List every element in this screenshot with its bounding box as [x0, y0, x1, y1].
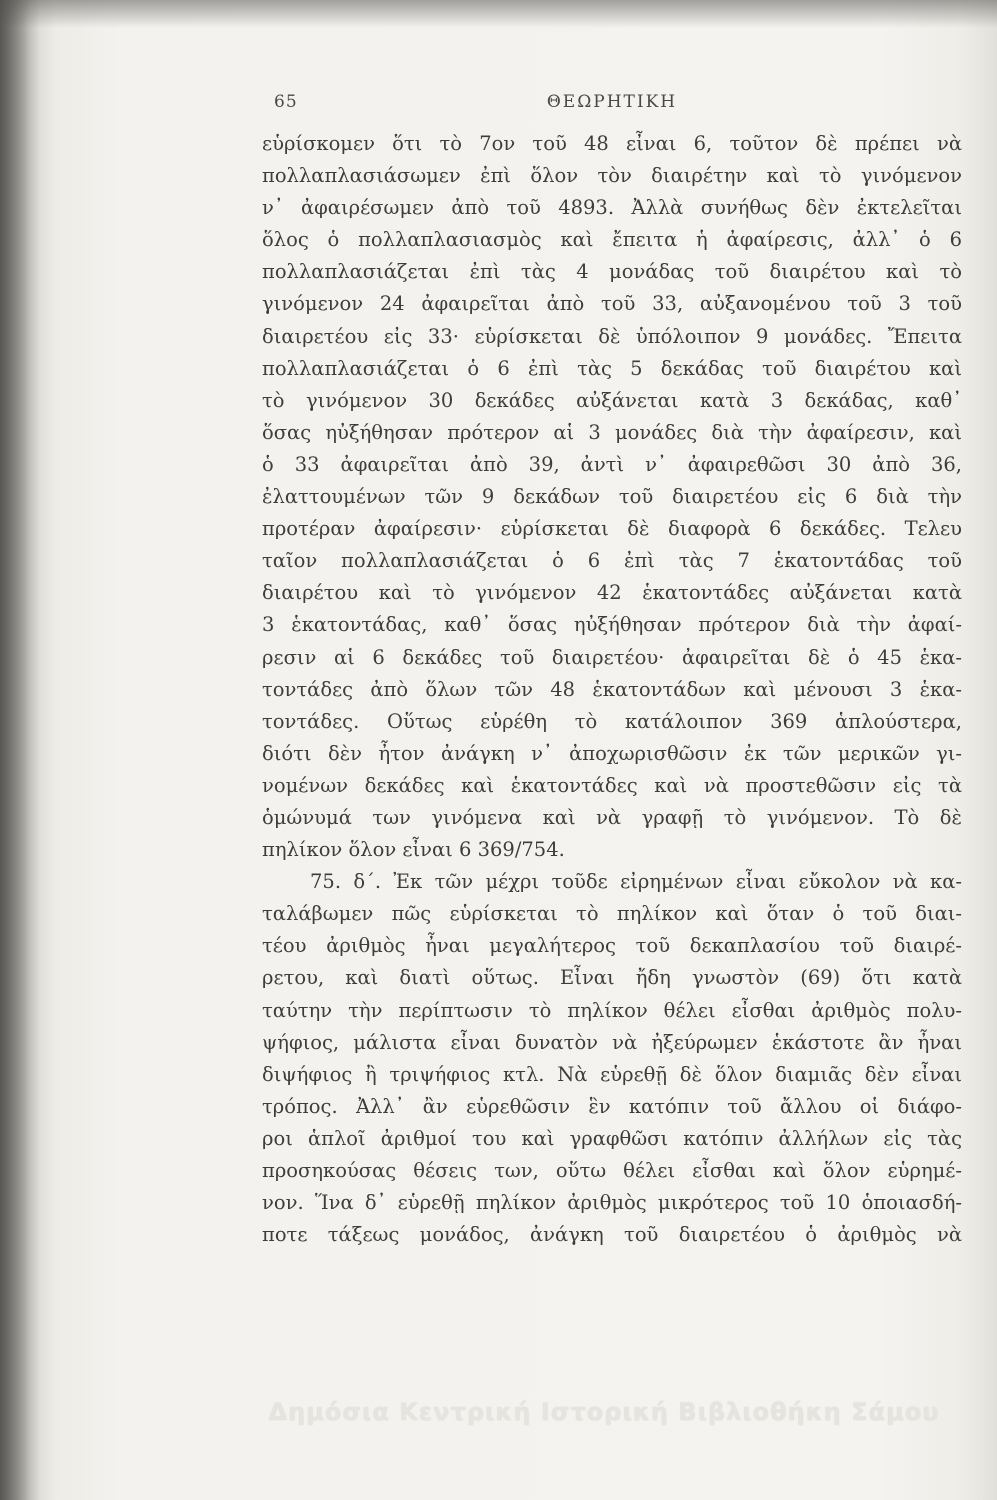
text-line: πηλίκον ὅλον εἶναι 6 369/754. — [262, 838, 565, 862]
top-edge-shadow — [0, 0, 997, 28]
text-line: διαιρέτου καὶ τὸ γινόμενον 42 ἑκατοντάδες αὐξάνεται κατὰ — [262, 581, 962, 605]
text-line: διότι δὲν ἦτον ἀνάγκη ν᾽ ἀποχωρισθῶσιν ἐκ τῶν μερικῶν γι- — [262, 741, 962, 765]
text-line: ὅσας ηὐξήθησαν πρότερον αἱ 3 μονάδες διὰ τὴν ἀφαίρεσιν, καὶ — [262, 420, 962, 444]
text-line: ὅλος ὁ πολλαπλασιασμὸς καὶ ἔπειτα ἡ ἀφαίρεσις, ἀλλ᾽ ὁ 6 — [262, 228, 962, 252]
text-line: πολλαπλασιάσωμεν ἐπὶ ὅλον τὸν διαιρέτην καὶ τὸ γινόμενον — [262, 164, 962, 188]
page-number: 65 — [274, 92, 298, 112]
text-line: τοντάδες. Οὕτως εὑρέθη τὸ κατάλοιπον 369 ἁπλούστερα, — [262, 709, 962, 733]
text-line: εὑρίσκομεν ὅτι τὸ 7ον τοῦ 48 εἶναι 6, τοῦτον δὲ πρέπει νὰ — [262, 132, 962, 155]
text-line: ἐλαττουμένων τῶν 9 δεκάδων τοῦ διαιρετέου εἰς 6 διὰ τὴν — [262, 485, 962, 509]
page-content — [262, 92, 962, 1251]
text-line: ὁ 33 ἀφαιρεῖται ἀπὸ 39, ἀντὶ ν᾽ ἀφαιρεθῶσι 30 ἀπὸ 36, — [262, 452, 962, 476]
text-line: προσηκούσας θέσεις των, οὕτω θέλει εἶσθαι καὶ ὅλον εὑρημέ- — [262, 1159, 962, 1182]
book-spine-shadow — [0, 0, 40, 1500]
text-line: νομένων δεκάδες καὶ ἑκατοντάδες καὶ νὰ προστεθῶσιν εἰς τὰ — [262, 773, 962, 797]
text-line: τὸ γινόμενον 30 δεκάδες αὐξάνεται κατὰ 3 δεκάδας, καθ᾽ — [262, 388, 962, 412]
text-line: πολλαπλασιάζεται ὁ 6 ἐπὶ τὰς 5 δεκάδας τοῦ διαιρέτου καὶ — [262, 356, 962, 380]
running-title: ΘΕΩΡΗΤΙΚΗ — [546, 92, 678, 112]
body-text — [262, 128, 962, 1251]
text-line: διψήφιος ἢ τριψήφιος κτλ. Νὰ εὑρεθῇ δὲ ὅλον διαμιᾶς δὲν εἶναι — [262, 1062, 962, 1086]
text-line: γινόμενον 24 ἀφαιρεῖται ἀπὸ τοῦ 33, αὐξανομένου τοῦ 3 τοῦ — [262, 292, 962, 316]
text-line: ταύτην τὴν περίπτωσιν τὸ πηλίκον θέλει εἶσθαι ἀριθμὸς πολυ- — [262, 998, 962, 1022]
library-watermark: Δημόσια Κεντρική Ιστορική Βιβλιοθήκη Σάμου — [268, 1398, 940, 1426]
text-line: τοντάδες ἀπὸ ὅλων τῶν 48 ἑκατοντάδων καὶ μένουσι 3 ἑκα- — [262, 677, 962, 701]
text-line: ποτε τάξεως μονάδος, ἀνάγκη τοῦ διαιρετέου ὁ ἀριθμὸς νὰ — [262, 1223, 962, 1247]
text-line: ν᾽ ἀφαιρέσωμεν ἀπὸ τοῦ 4893. Ἀλλὰ συνήθως δὲν ἐκτελεῖται — [262, 196, 962, 220]
text-line: ὁμώνυμά των γινόμενα καὶ νὰ γραφῇ τὸ γινόμενον. Τὸ δὲ — [262, 805, 962, 829]
text-line: νον. Ἵνα δ᾽ εὑρεθῇ πηλίκον ἀριθμὸς μικρότερος τοῦ 10 ὁποιασδή- — [262, 1191, 962, 1215]
section-start-line: 75. δ΄. Ἐκ τῶν μέχρι τοῦδε εἰρημένων εἶναι εὔκολον νὰ κα- — [310, 870, 962, 894]
text-line: προτέραν ἀφαίρεσιν· εὑρίσκεται δὲ διαφορὰ 6 δεκάδες. Τελευ — [262, 517, 962, 541]
text-line: διαιρετέου εἰς 33· εὑρίσκεται δὲ ὑπόλοιπον 9 μονάδες. Ἔπειτα — [262, 324, 962, 348]
text-line: ροι ἁπλοῖ ἀριθμοί του καὶ γραφθῶσι κατόπιν ἀλλήλων εἰς τὰς — [262, 1126, 962, 1150]
text-line: ταῖον πολλαπλασιάζεται ὁ 6 ἐπὶ τὰς 7 ἑκατοντάδας τοῦ — [262, 549, 962, 573]
text-line: ταλάβωμεν πῶς εὑρίσκεται τὸ πηλίκον καὶ ὅταν ὁ τοῦ διαι- — [262, 902, 962, 926]
text-line: 3 ἑκατοντάδας, καθ᾽ ὅσας ηὐξήθησαν πρότερον διὰ τὴν ἀφαί- — [262, 613, 962, 637]
text-line: τρόπος. Ἀλλ᾽ ἂν εὑρεθῶσιν ἓν κατόπιν τοῦ ἄλλου οἱ διάφο- — [262, 1094, 962, 1118]
text-line: ρετου, καὶ διατὶ οὕτως. Εἶναι ἤδη γνωστὸν (69) ὅτι κατὰ — [262, 966, 962, 990]
text-line: τέου ἀριθμὸς ἦναι μεγαλήτερος τοῦ δεκαπλασίου τοῦ διαιρέ- — [262, 934, 962, 958]
text-line: ρεσιν αἱ 6 δεκάδες τοῦ διαιρετέου· ἀφαιρεῖται δὲ ὁ 45 ἑκα- — [262, 645, 962, 669]
text-line: ψήφιος, μάλιστα εἶναι δυνατὸν νὰ ἠξεύρωμεν ἑκάστοτε ἂν ἦναι — [262, 1030, 962, 1054]
page-header — [262, 92, 962, 128]
text-line: πολλαπλασιάζεται ἐπὶ τὰς 4 μονάδας τοῦ διαιρέτου καὶ τὸ — [262, 260, 962, 284]
